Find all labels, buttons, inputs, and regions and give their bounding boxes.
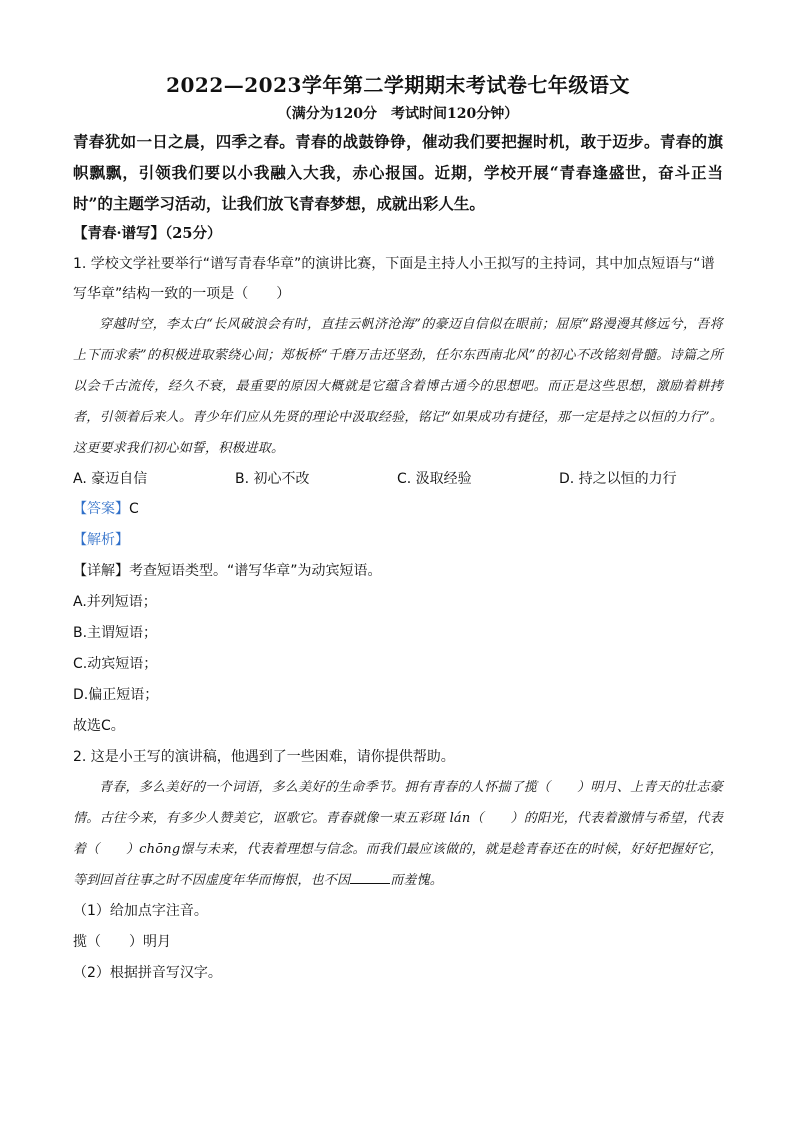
sub-question-1-line: 揽（ ）明月: [73, 934, 171, 950]
question-1-passage: 穿越时空，李太白“长风破浪会有时，直挂云帆济沧海”的豪迈自信似在眼前；屈原“路漫漫其修远兮，吾将上下而求索”的积极进取萦绕心间；郑板桥“千磨万击还坚劲，任尔东西南北风”的初心不改铭刻骨髓。诗篇之所以会千古流传，经久不衰，最重要的原因大概就是它蕴含着博古通今的思想吧。而正是这些思想，激励着耕拷者，引领着后来人。青少年们应从先贤的理论中汲取经验，铭记“如果成功有捷径，那一定是持之以恒的力行”。这更要求我们初心如誓，积极进取。: [73, 317, 723, 456]
passage-text: 青春，多么美好的一个词语，多么美好的生命季节。拥有青春的人怀揣了揽（ ）明月、上青天的壮志豪情。古往今来，有多少人赞美它，讴歌它。青春就像一束五彩斑 lán（ ）的阳光，代表着激情与希望，代表着（ ）chōng憬与未来，代表着理想与信念。而我们最应该做的，就是趁青春还在的时候，好好把握好它，等到回首往事之时不因虚度年华而悔恨，也不因: [73, 780, 723, 888]
answer-value: C: [129, 501, 139, 517]
exam-page: [73, 68, 723, 989]
question-1-options: [73, 464, 723, 494]
analysis-line: C.动宾短语；: [73, 656, 158, 672]
option-c: C. 汲取经验: [397, 471, 472, 487]
analysis-conclusion: 故选C。: [73, 718, 125, 734]
analysis-label: 【解析】: [73, 532, 129, 548]
answer-label: 【答案】: [73, 501, 129, 517]
analysis-line: A.并列短语；: [73, 594, 157, 610]
question-2-passage: [73, 772, 723, 896]
section-heading: 【青春·谱写】（25分）: [73, 225, 222, 242]
detail-line: 【详解】考查短语类型。“谱写华章”为动宾短语。: [73, 563, 382, 579]
page-title: 2022—2023学年第二学期期末考试卷七年级语文: [166, 73, 630, 97]
passage-text-end: 而羞愧。: [390, 873, 444, 888]
option-d: D. 持之以恒的力行: [559, 471, 677, 487]
sub-question-1: （1）给加点字注音。: [73, 903, 208, 919]
question-1-stem: 1. 学校文学社要举行“谱写青春华章”的演讲比赛，下面是主持人小王拟写的主持词，其中加点短语与“谱写华章”结构一致的一项是（ ）: [73, 256, 715, 302]
intro-paragraph: 青春犹如一日之晨，四季之春。青春的战鼓铮铮，催动我们要把握时机，敢于迈步。青春的旗帜飘飘，引领我们要以小我融入大我，赤心报国。近期，学校开展“青春逢盛世，奋斗正当时”的主题学习活动，让我们放飞青春梦想，成就出彩人生。: [73, 132, 723, 213]
exam-info: （满分为120分 考试时间120分钟）: [277, 106, 519, 122]
question-2-stem: 2. 这是小王写的演讲稿，他遇到了一些困难，请你提供帮助。: [73, 749, 455, 765]
analysis-line: B.主谓短语；: [73, 625, 158, 641]
sub-question-2: （2）根据拼音写汉字。: [73, 965, 222, 981]
answer-line: [73, 494, 723, 525]
option-b: B. 初心不改: [235, 471, 310, 487]
fill-blank: [350, 869, 390, 884]
analysis-line: D.偏正短语；: [73, 687, 159, 703]
option-a: A. 豪迈自信: [73, 471, 148, 487]
